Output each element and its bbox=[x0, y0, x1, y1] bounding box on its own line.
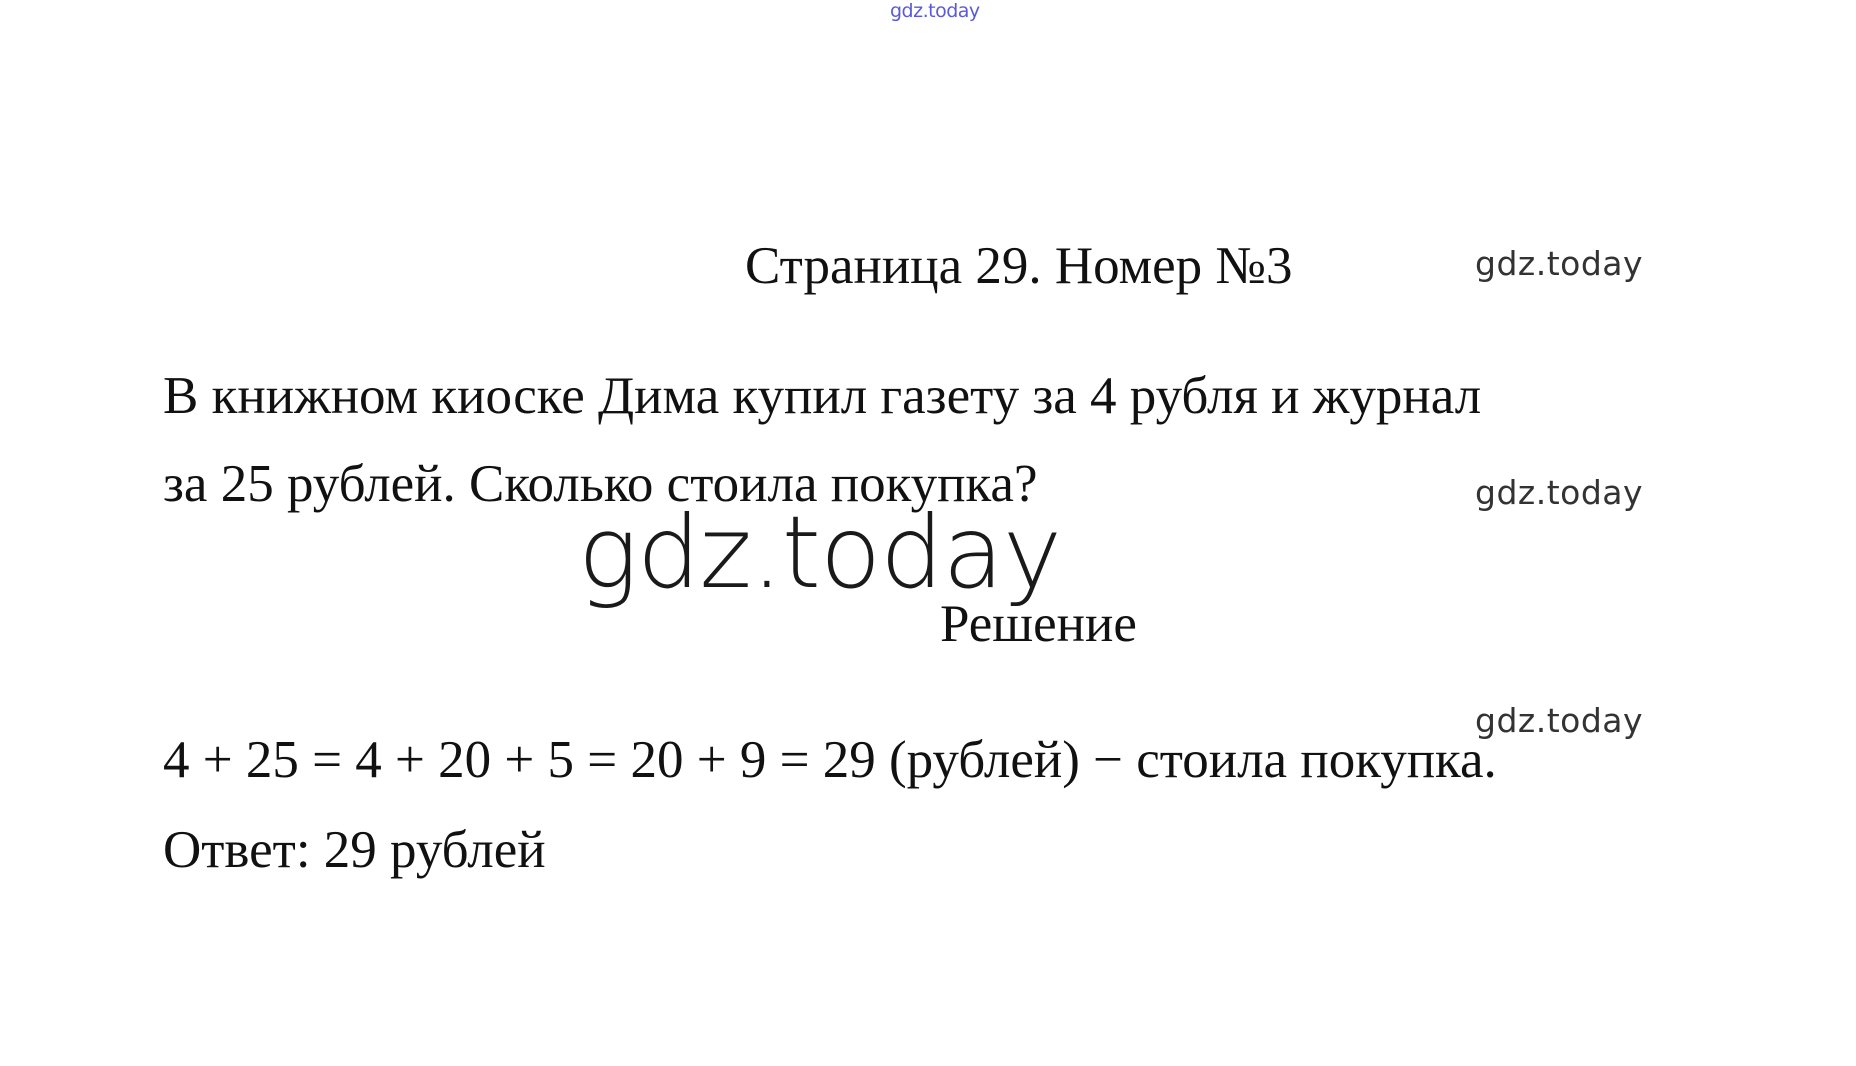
solution-answer: Ответ: 29 рублей bbox=[163, 821, 546, 879]
watermark-center: gdz.today bbox=[578, 494, 1062, 611]
watermark-side: gdz.today bbox=[1475, 701, 1644, 740]
problem-line-2: за 25 рублей. Сколько стоила покупка? bbox=[163, 455, 1038, 513]
solution-heading: Решение bbox=[940, 595, 1137, 653]
watermark-top: gdz.today bbox=[890, 0, 980, 22]
watermark-side: gdz.today bbox=[1475, 473, 1644, 512]
watermark-side: gdz.today bbox=[1475, 244, 1644, 283]
problem-line-1: В книжном киоске Дима купил газету за 4 рубля и журнал bbox=[163, 367, 1482, 425]
solution-equation: 4 + 25 = 4 + 20 + 5 = 20 + 9 = 29 (рублей) − стоила покупка. bbox=[163, 731, 1497, 789]
page-title: Страница 29. Номер №3 bbox=[745, 237, 1293, 295]
